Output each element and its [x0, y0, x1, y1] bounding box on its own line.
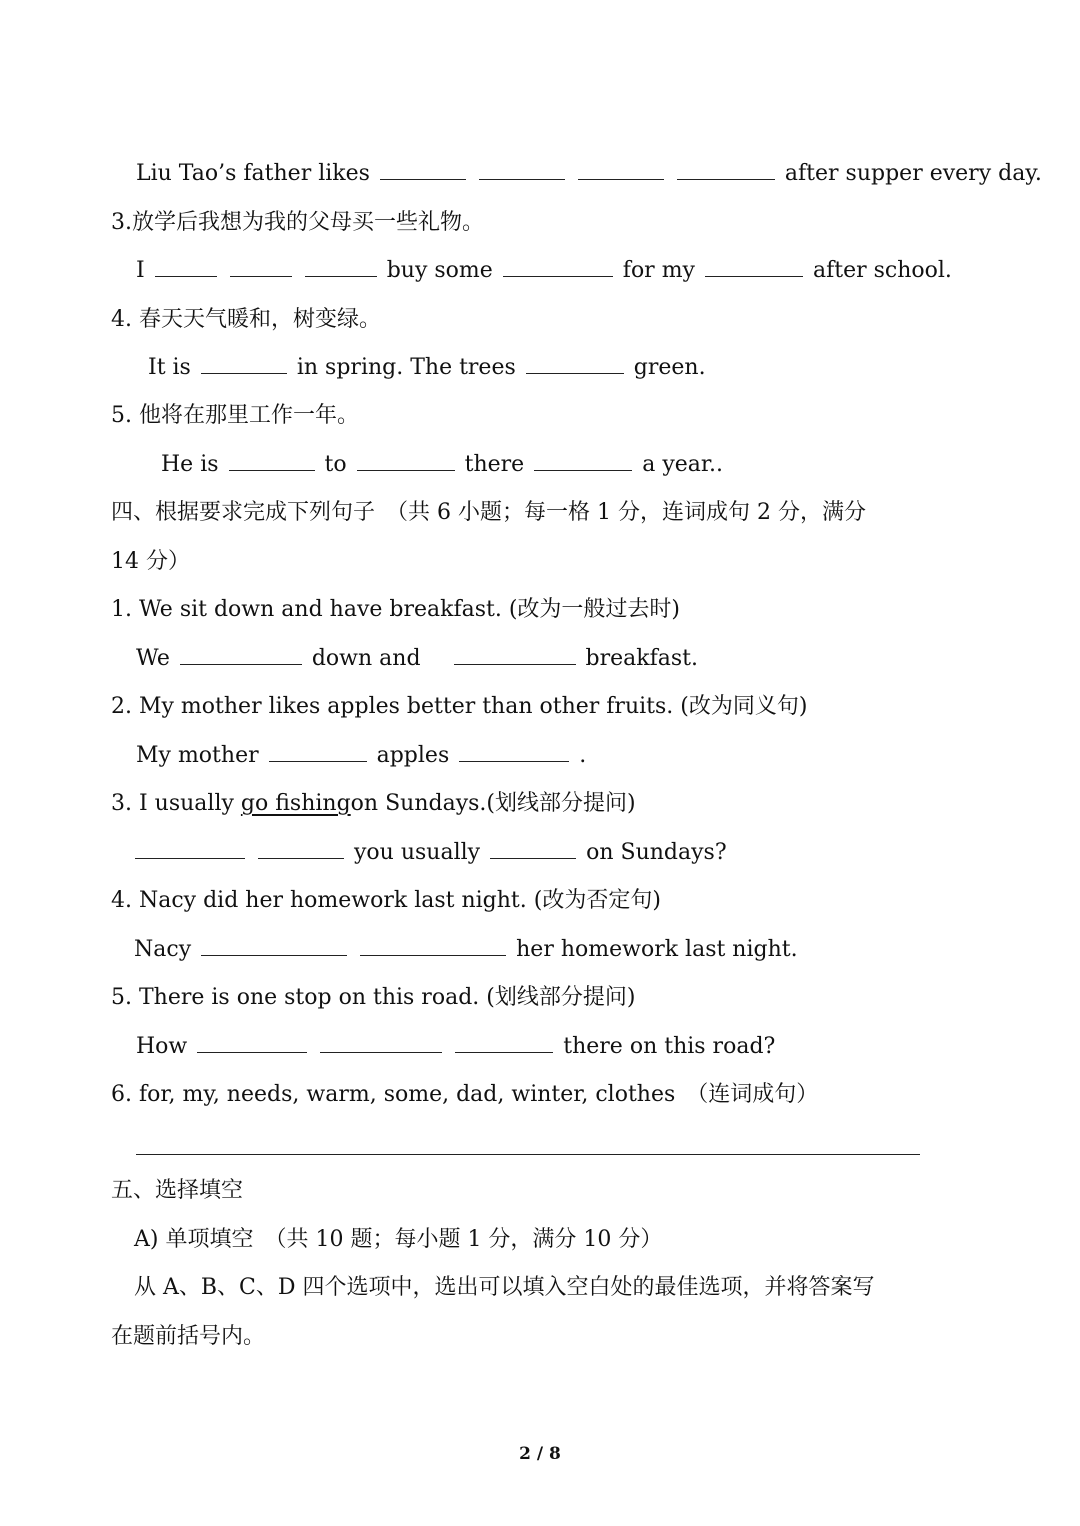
- answer-blank[interactable]: [201, 353, 287, 374]
- sentence-text: .: [579, 743, 587, 768]
- section-four-heading: [111, 498, 866, 528]
- prompt-text: 1. We sit down and have breakfast. (改为一般过去时): [111, 597, 680, 622]
- instruction-line: [134, 1273, 875, 1303]
- sentence-text: My mother: [136, 743, 259, 768]
- answer-blank[interactable]: [360, 935, 506, 956]
- s4-q5-prompt: [111, 983, 635, 1013]
- sentence-text: her homework last night.: [516, 937, 798, 962]
- prompt-text: 6. for, my, needs, warm, some, dad, winter, clothes （连词成句）: [111, 1082, 819, 1107]
- sentence-text: there on this road?: [563, 1034, 776, 1059]
- q4-answer-line: [148, 353, 706, 383]
- q4-prompt: [111, 305, 381, 335]
- answer-blank[interactable]: [135, 838, 245, 859]
- section-five-subheading: [134, 1225, 662, 1255]
- section-four-heading-cont: [111, 547, 190, 577]
- sentence-text: after school.: [812, 258, 952, 283]
- answer-blank[interactable]: [503, 256, 613, 277]
- sentence-text: in spring. The trees: [296, 355, 516, 380]
- underlined-phrase: go fishing: [240, 791, 351, 816]
- sentence-text: you usually: [354, 840, 481, 865]
- s4-q5-answer-line: [136, 1032, 775, 1062]
- prompt-text: on Sundays.(划线部分提问): [350, 791, 636, 816]
- answer-blank[interactable]: [229, 450, 315, 471]
- answer-blank[interactable]: [479, 159, 565, 180]
- sentence-text: We: [136, 646, 170, 671]
- answer-blank[interactable]: [269, 741, 367, 762]
- sentence-text: there: [464, 452, 525, 477]
- prompt-text: 5. 他将在那里工作一年。: [111, 403, 359, 428]
- answer-blank[interactable]: [180, 644, 302, 665]
- answer-blank[interactable]: [705, 256, 803, 277]
- heading-text: A) 单项填空 （共 10 题；每小题 1 分，满分 10 分）: [134, 1227, 663, 1252]
- sentence-text: breakfast.: [585, 646, 698, 671]
- sentence-text: down and: [311, 646, 421, 671]
- answer-blank[interactable]: [526, 353, 624, 374]
- instruction-text: 在题前括号内。: [111, 1324, 266, 1349]
- s4-q2-prompt: [111, 692, 807, 722]
- s4-q1-prompt: [111, 595, 680, 625]
- answer-blank[interactable]: [320, 1032, 442, 1053]
- prompt-text: 5. There is one stop on this road. (划线部分提问): [111, 985, 636, 1010]
- prompt-text: 4. Nacy did her homework last night. (改为否定句): [111, 888, 661, 913]
- page-number: 2 / 8: [519, 1444, 561, 1464]
- instruction-text: 从 A、B、C、D 四个选项中，选出可以填入空白处的最佳选项，并将答案写: [134, 1275, 875, 1300]
- answer-blank[interactable]: [258, 838, 344, 859]
- sentence-text: I: [136, 258, 145, 283]
- prompt-text: 2. My mother likes apples better than other fruits. (改为同义句): [111, 694, 808, 719]
- sentence-text: to: [324, 452, 347, 477]
- instruction-line-cont: [111, 1322, 265, 1352]
- sentence-text: for my: [622, 258, 695, 283]
- heading-text: 五、选择填空: [111, 1178, 244, 1203]
- q5-answer-line: [161, 450, 723, 480]
- answer-blank[interactable]: [578, 159, 664, 180]
- answer-blank[interactable]: [305, 256, 377, 277]
- heading-text: 四、根据要求完成下列句子 （共 6 小题；每一格 1 分，连词成句 2 分，满分: [111, 500, 866, 525]
- s4-q4-prompt: [111, 886, 661, 916]
- sentence-text: Nacy: [134, 937, 192, 962]
- s4-q3-prompt: [111, 789, 636, 819]
- sentence-text: He is: [161, 452, 219, 477]
- sentence-text: How: [136, 1034, 188, 1059]
- answer-blank[interactable]: [197, 1032, 307, 1053]
- q5-prompt: [111, 401, 359, 431]
- heading-text: 14 分）: [111, 549, 190, 574]
- answer-blank[interactable]: [534, 450, 632, 471]
- s4-q6-prompt: [111, 1080, 818, 1110]
- q3-prompt: [111, 208, 484, 238]
- sentence-text: It is: [148, 355, 191, 380]
- sentence-text: after supper every day.: [784, 161, 1042, 186]
- q3-answer-line: [136, 256, 952, 286]
- sentence-text: a year..: [642, 452, 723, 477]
- answer-blank[interactable]: [454, 644, 576, 665]
- section-five-heading: [111, 1176, 243, 1206]
- prompt-text: 3.放学后我想为我的父母买一些礼物。: [111, 210, 484, 235]
- prompt-text: 3. I usually: [111, 791, 234, 816]
- answer-blank[interactable]: [230, 256, 292, 277]
- s4-q1-answer-line: [136, 644, 698, 674]
- answer-blank[interactable]: [677, 159, 775, 180]
- sentence-text: buy some: [386, 258, 493, 283]
- sentence-text: apples: [376, 743, 450, 768]
- sentence-text: Liu Tao’s father likes: [136, 161, 370, 186]
- answer-blank[interactable]: [155, 256, 217, 277]
- answer-blank[interactable]: [490, 838, 576, 859]
- s4-q2-answer-line: [136, 741, 586, 771]
- answer-blank[interactable]: [455, 1032, 553, 1053]
- prompt-text: 4. 春天天气暖和，树变绿。: [111, 307, 381, 332]
- answer-blank[interactable]: [357, 450, 455, 471]
- sentence-text: green.: [633, 355, 706, 380]
- sentence-text: on Sundays?: [586, 840, 727, 865]
- answer-blank[interactable]: [459, 741, 569, 762]
- s4-q4-answer-line: [134, 935, 798, 965]
- sentence-answer-line[interactable]: [136, 1154, 920, 1155]
- q2-answer-line: [136, 159, 1042, 189]
- answer-blank[interactable]: [380, 159, 466, 180]
- s4-q3-answer-line: [132, 838, 727, 868]
- answer-blank[interactable]: [201, 935, 347, 956]
